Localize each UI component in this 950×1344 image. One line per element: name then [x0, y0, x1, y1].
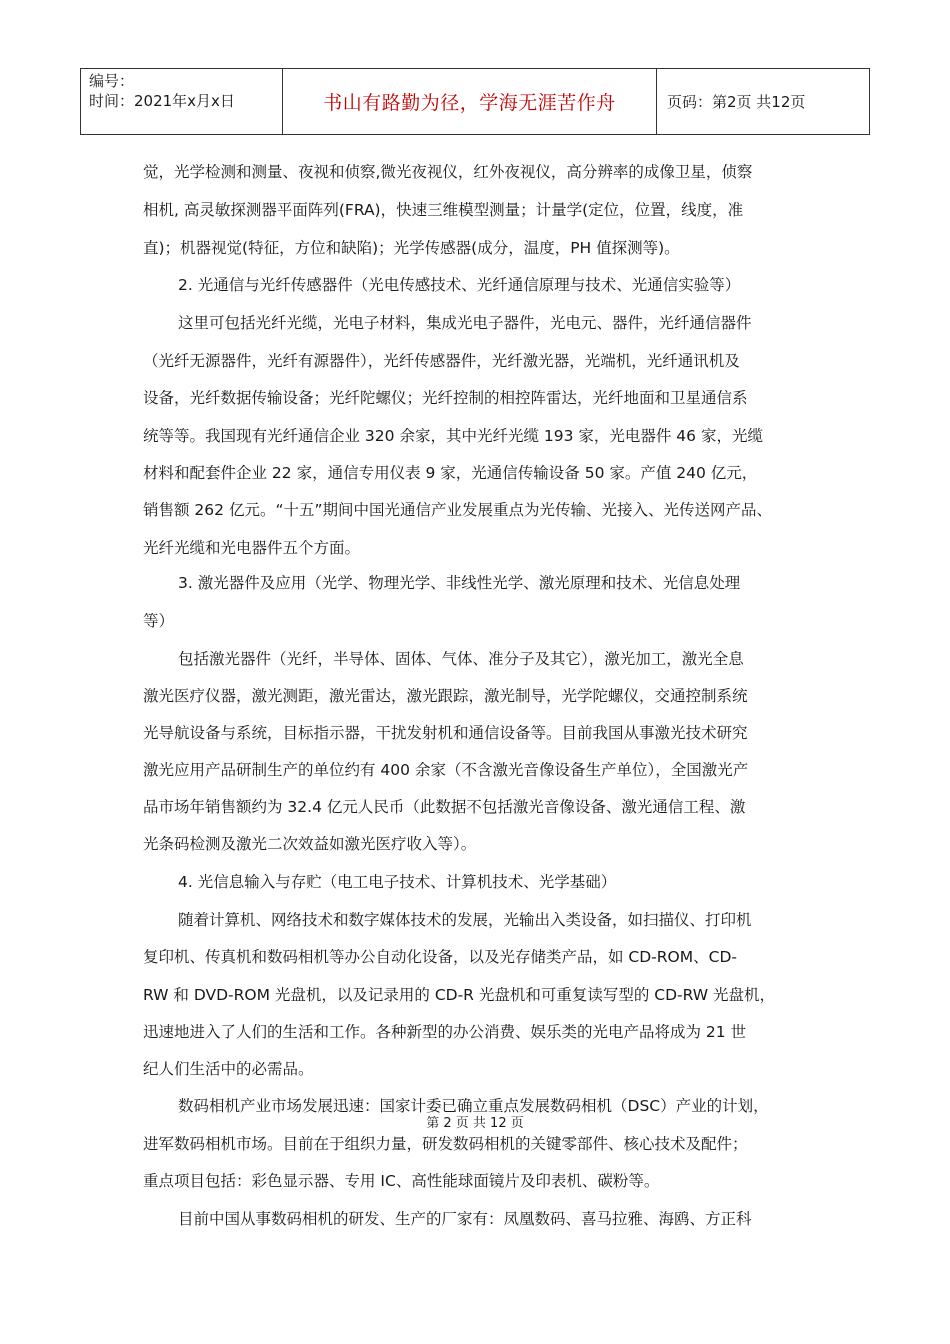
text-line: 复印机、传真机和数码相机等办公自动化设备，以及光存储类产品，如 CD-ROM、CD- [143, 948, 737, 966]
page-footer: 第 2 页 共 12 页 [426, 1116, 524, 1131]
header-page-number: 页码：第2页 共12页 [667, 93, 806, 111]
header-meta [81, 69, 283, 134]
text-line: 数码相机产业市场发展迅速：国家计委已确立重点发展数码相机（DSC）产业的计划， [178, 1097, 769, 1115]
text-line: 销售额 262 亿元。“十五”期间中国光通信产业发展重点为光传输、光接入、光传送网产品、 [143, 501, 773, 519]
text-line: （光纤无源器件，光纤有源器件），光纤传感器件，光纤激光器，光端机，光纤通讯机及 [143, 352, 740, 370]
text-line: 重点项目包括：彩色显示器、专用 IC、高性能球面镜片及印表机、碳粉等。 [143, 1172, 660, 1190]
text-line: 随着计算机、网络技术和数字媒体技术的发展，光输出入类设备，如扫描仪、打印机 [178, 911, 752, 929]
text-line: 等） [143, 612, 175, 630]
text-line: 光导航设备与系统，目标指示器，干扰发射机和通信设备等。目前我国从事激光技术研究 [143, 724, 748, 742]
text-line: 品市场年销售额约为 32.4 亿元人民币（此数据不包括激光音像设备、激光通信工程、激 [143, 798, 746, 816]
document-time-label: 时间：2021年x月x日 [89, 92, 235, 110]
section-heading-2: 2. 光通信与光纤传感器件（光电传感技术、光纤通信原理与技术、光通信实验等） [178, 276, 741, 294]
text-line: 这里可包括光纤光缆，光电子材料，集成光电子器件，光电元、器件，光纤通信器件 [178, 314, 752, 332]
text-line: 目前中国从事数码相机的研发、生产的厂家有：凤凰数码、喜马拉雅、海鸥、方正科 [178, 1210, 752, 1228]
document-number-label: 编号： [89, 72, 135, 90]
text-line: 光纤光缆和光电器件五个方面。 [143, 539, 361, 557]
text-line: 激光医疗仪器，激光测距，激光雷达，激光跟踪，激光制导，光学陀螺仪，交通控制系统 [143, 687, 748, 705]
page-header [80, 68, 870, 135]
text-line: 包括激光器件（光纤，半导体、固体、气体、准分子及其它），激光加工，激光全息 [178, 650, 744, 668]
text-line: 纪人们生活中的必需品。 [143, 1060, 314, 1078]
text-line: 进军数码相机市场。目前在于组织力量，研发数码相机的关键零部件、核心技术及配件； [143, 1135, 748, 1153]
section-heading-4: 4. 光信息输入与存贮（电工电子技术、计算机技术、光学基础） [178, 873, 617, 891]
text-line: 统等等。我国现有光纤通信企业 320 余家，其中光纤光缆 193 家，光电器件 46 家，光缆 [143, 427, 763, 445]
text-line: 光条码检测及激光二次效益如激光医疗收入等）。 [143, 835, 477, 853]
header-motto: 书山有路勤为径，学海无涯苦作舟 [283, 69, 657, 134]
text-line: 设备，光纤数据传输设备；光纤陀螺仪；光纤控制的相控阵雷达，光纤地面和卫星通信系 [143, 389, 748, 407]
text-line: 激光应用产品研制生产的单位约有 400 余家（不含激光音像设备生产单位），全国激光产 [143, 761, 749, 779]
text-line: RW 和 DVD-ROM 光盘机，以及记录用的 CD-R 光盘机和可重复读写型的 CD-RW 光盘机， [143, 986, 776, 1004]
text-line: 相机, 高灵敏探测器平面阵列(FRA)，快速三维模型测量；计量学(定位，位置，线度，准 [143, 201, 744, 219]
text-line: 材料和配套件企业 22 家，通信专用仪表 9 家，光通信传输设备 50 家。产值 240 亿元， [143, 464, 758, 482]
section-heading-3: 3. 激光器件及应用（光学、物理光学、非线性光学、激光原理和技术、光信息处理 [178, 574, 741, 592]
text-line: 觉，光学检测和测量、夜视和侦察,微光夜视仪，红外夜视仪，高分辨率的成像卫星，侦察 [143, 163, 753, 181]
text-line: 直)；机器视觉(特征，方位和缺陷)；光学传感器(成分，温度，PH 值探测等)。 [143, 239, 680, 257]
text-line: 迅速地进入了人们的生活和工作。各种新型的办公消费、娱乐类的光电产品将成为 21 世 [143, 1023, 747, 1041]
